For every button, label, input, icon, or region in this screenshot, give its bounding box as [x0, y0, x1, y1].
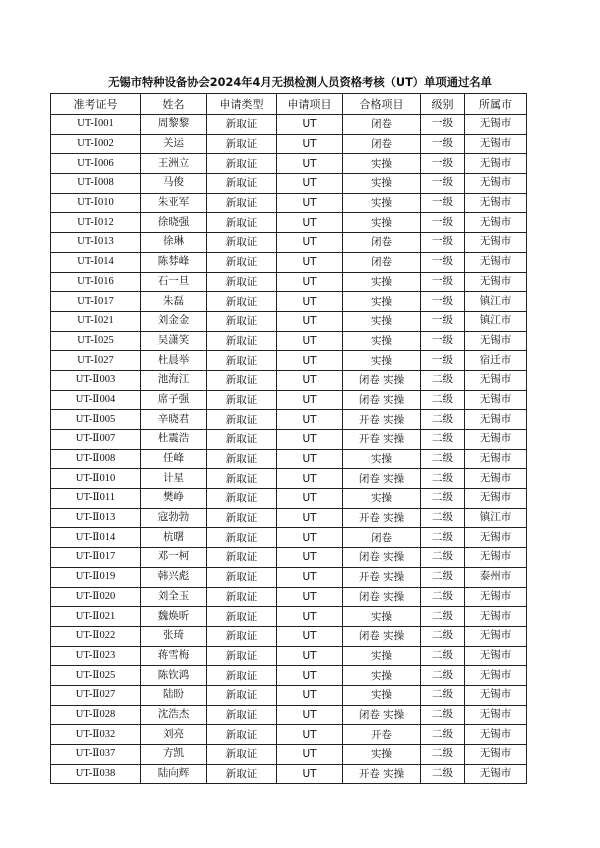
cell-name: 朱磊	[141, 292, 207, 312]
cell-exam-number: UT-Ⅱ007	[51, 430, 141, 450]
cell-passed-items: 开卷	[343, 725, 421, 745]
cell-passed-items: 实操	[343, 193, 421, 213]
cell-passed-items: 闭卷 实操	[343, 469, 421, 489]
cell-application-type: 新取证	[207, 213, 277, 233]
cell-application-type: 新取证	[207, 430, 277, 450]
cell-application-type: 新取证	[207, 390, 277, 410]
cell-passed-items: 实操	[343, 311, 421, 331]
cell-name: 魏焕昕	[141, 607, 207, 627]
cell-city: 无锡市	[465, 489, 527, 509]
cell-level: 一级	[421, 115, 465, 135]
cell-application-type: 新取证	[207, 252, 277, 272]
cell-city: 无锡市	[465, 528, 527, 548]
table-row	[51, 567, 527, 587]
table-row	[51, 331, 527, 351]
cell-passed-items: 闭卷 实操	[343, 626, 421, 646]
cell-level: 二级	[421, 489, 465, 509]
cell-city: 无锡市	[465, 745, 527, 765]
cell-passed-items: 实操	[343, 331, 421, 351]
cell-application-item: UT	[277, 134, 343, 154]
cell-passed-items: 实操	[343, 272, 421, 292]
cell-application-item: UT	[277, 174, 343, 194]
cell-exam-number: UT-Ⅱ017	[51, 548, 141, 568]
cell-level: 一级	[421, 134, 465, 154]
header-level: 级别	[421, 94, 465, 115]
pass-list-table	[50, 93, 527, 784]
cell-name: 计星	[141, 469, 207, 489]
cell-level: 二级	[421, 370, 465, 390]
cell-level: 一级	[421, 193, 465, 213]
cell-city: 镇江市	[465, 311, 527, 331]
cell-name: 徐晓强	[141, 213, 207, 233]
cell-exam-number: UT-Ⅰ002	[51, 134, 141, 154]
table-row	[51, 764, 527, 784]
cell-city: 无锡市	[465, 548, 527, 568]
cell-application-item: UT	[277, 233, 343, 253]
cell-name: 寇勃勃	[141, 508, 207, 528]
cell-level: 二级	[421, 449, 465, 469]
cell-application-item: UT	[277, 567, 343, 587]
cell-exam-number: UT-Ⅱ004	[51, 390, 141, 410]
cell-application-type: 新取证	[207, 115, 277, 135]
cell-exam-number: UT-Ⅱ038	[51, 764, 141, 784]
cell-name: 周黎黎	[141, 115, 207, 135]
cell-application-item: UT	[277, 311, 343, 331]
table-row	[51, 548, 527, 568]
cell-passed-items: 实操	[343, 489, 421, 509]
cell-application-item: UT	[277, 626, 343, 646]
cell-name: 辛晓君	[141, 410, 207, 430]
table-row	[51, 252, 527, 272]
cell-name: 刘金金	[141, 311, 207, 331]
cell-application-item: UT	[277, 154, 343, 174]
table-row	[51, 587, 527, 607]
cell-exam-number: UT-Ⅱ008	[51, 449, 141, 469]
cell-exam-number: UT-Ⅱ010	[51, 469, 141, 489]
cell-passed-items: 开卷 实操	[343, 764, 421, 784]
cell-passed-items: 实操	[343, 607, 421, 627]
cell-name: 刘亮	[141, 725, 207, 745]
cell-application-type: 新取证	[207, 666, 277, 686]
cell-level: 二级	[421, 508, 465, 528]
table-row	[51, 351, 527, 371]
table-row	[51, 685, 527, 705]
cell-level: 二级	[421, 626, 465, 646]
table-row	[51, 233, 527, 253]
cell-city: 无锡市	[465, 587, 527, 607]
cell-level: 二级	[421, 410, 465, 430]
cell-application-item: UT	[277, 272, 343, 292]
cell-level: 一级	[421, 154, 465, 174]
cell-application-type: 新取证	[207, 764, 277, 784]
cell-exam-number: UT-Ⅱ020	[51, 587, 141, 607]
cell-name: 方凯	[141, 745, 207, 765]
cell-application-type: 新取证	[207, 193, 277, 213]
cell-application-item: UT	[277, 646, 343, 666]
table-header-row	[51, 94, 527, 115]
cell-application-item: UT	[277, 351, 343, 371]
table-row	[51, 469, 527, 489]
cell-passed-items: 闭卷 实操	[343, 370, 421, 390]
cell-application-type: 新取证	[207, 626, 277, 646]
cell-application-type: 新取证	[207, 233, 277, 253]
cell-city: 无锡市	[465, 764, 527, 784]
cell-city: 无锡市	[465, 390, 527, 410]
cell-name: 张琦	[141, 626, 207, 646]
cell-level: 二级	[421, 666, 465, 686]
cell-level: 一级	[421, 233, 465, 253]
cell-passed-items: 闭卷	[343, 528, 421, 548]
cell-passed-items: 实操	[343, 292, 421, 312]
cell-application-type: 新取证	[207, 449, 277, 469]
cell-passed-items: 实操	[343, 351, 421, 371]
cell-application-type: 新取证	[207, 410, 277, 430]
table-row	[51, 528, 527, 548]
cell-application-item: UT	[277, 370, 343, 390]
cell-level: 二级	[421, 528, 465, 548]
header-city: 所属市	[465, 94, 527, 115]
cell-passed-items: 开卷 实操	[343, 430, 421, 450]
cell-city: 无锡市	[465, 193, 527, 213]
cell-name: 陆向辉	[141, 764, 207, 784]
cell-exam-number: UT-Ⅰ016	[51, 272, 141, 292]
cell-level: 一级	[421, 351, 465, 371]
cell-application-item: UT	[277, 508, 343, 528]
cell-application-item: UT	[277, 449, 343, 469]
table-row	[51, 311, 527, 331]
cell-passed-items: 开卷 实操	[343, 567, 421, 587]
cell-passed-items: 实操	[343, 449, 421, 469]
cell-application-type: 新取证	[207, 725, 277, 745]
cell-exam-number: UT-Ⅰ017	[51, 292, 141, 312]
cell-city: 泰州市	[465, 567, 527, 587]
cell-city: 无锡市	[465, 705, 527, 725]
cell-application-type: 新取证	[207, 528, 277, 548]
cell-level: 二级	[421, 646, 465, 666]
cell-exam-number: UT-Ⅰ021	[51, 311, 141, 331]
cell-level: 二级	[421, 764, 465, 784]
cell-level: 二级	[421, 705, 465, 725]
table-row	[51, 745, 527, 765]
cell-application-type: 新取证	[207, 548, 277, 568]
cell-name: 蒋雪梅	[141, 646, 207, 666]
cell-level: 二级	[421, 548, 465, 568]
cell-city: 无锡市	[465, 685, 527, 705]
cell-application-type: 新取证	[207, 508, 277, 528]
cell-name: 樊峥	[141, 489, 207, 509]
cell-application-item: UT	[277, 705, 343, 725]
cell-exam-number: UT-Ⅱ027	[51, 685, 141, 705]
cell-exam-number: UT-Ⅰ014	[51, 252, 141, 272]
cell-application-item: UT	[277, 469, 343, 489]
cell-application-item: UT	[277, 430, 343, 450]
cell-city: 无锡市	[465, 134, 527, 154]
cell-city: 无锡市	[465, 272, 527, 292]
cell-exam-number: UT-Ⅱ014	[51, 528, 141, 548]
cell-name: 席子强	[141, 390, 207, 410]
cell-level: 二级	[421, 607, 465, 627]
cell-application-item: UT	[277, 587, 343, 607]
header-exam-number: 准考证号	[51, 94, 141, 115]
cell-application-type: 新取证	[207, 174, 277, 194]
cell-application-item: UT	[277, 410, 343, 430]
cell-name: 杜震浩	[141, 430, 207, 450]
cell-city: 无锡市	[465, 626, 527, 646]
cell-city: 无锡市	[465, 469, 527, 489]
cell-passed-items: 实操	[343, 666, 421, 686]
document-title: 无锡市特种设备协会2024年4月无损检测人员资格考核（UT）单项通过名单	[108, 76, 492, 89]
cell-exam-number: UT-Ⅰ008	[51, 174, 141, 194]
table-row	[51, 607, 527, 627]
cell-name: 徐琳	[141, 233, 207, 253]
table-row	[51, 154, 527, 174]
cell-name: 沈浩杰	[141, 705, 207, 725]
cell-level: 二级	[421, 587, 465, 607]
cell-application-type: 新取证	[207, 351, 277, 371]
cell-name: 任峰	[141, 449, 207, 469]
cell-name: 杭曙	[141, 528, 207, 548]
table-row	[51, 292, 527, 312]
cell-city: 无锡市	[465, 331, 527, 351]
cell-name: 马俊	[141, 174, 207, 194]
cell-passed-items: 闭卷	[343, 233, 421, 253]
cell-exam-number: UT-Ⅱ019	[51, 567, 141, 587]
cell-city: 无锡市	[465, 725, 527, 745]
header-application-type: 申请类型	[207, 94, 277, 115]
table-row	[51, 626, 527, 646]
cell-exam-number: UT-Ⅱ011	[51, 489, 141, 509]
cell-application-type: 新取证	[207, 685, 277, 705]
cell-application-item: UT	[277, 292, 343, 312]
cell-passed-items: 实操	[343, 213, 421, 233]
cell-level: 一级	[421, 311, 465, 331]
cell-application-item: UT	[277, 390, 343, 410]
cell-exam-number: UT-Ⅱ022	[51, 626, 141, 646]
cell-application-item: UT	[277, 193, 343, 213]
table-row	[51, 646, 527, 666]
cell-city: 镇江市	[465, 292, 527, 312]
cell-application-type: 新取证	[207, 587, 277, 607]
cell-application-type: 新取证	[207, 705, 277, 725]
table-row	[51, 725, 527, 745]
cell-level: 一级	[421, 272, 465, 292]
cell-city: 无锡市	[465, 410, 527, 430]
header-application-item: 申请项目	[277, 94, 343, 115]
cell-exam-number: UT-Ⅱ032	[51, 725, 141, 745]
cell-name: 陈棼峰	[141, 252, 207, 272]
table-row	[51, 272, 527, 292]
cell-application-type: 新取证	[207, 646, 277, 666]
cell-city: 无锡市	[465, 233, 527, 253]
cell-level: 二级	[421, 430, 465, 450]
cell-level: 二级	[421, 390, 465, 410]
cell-name: 王洲立	[141, 154, 207, 174]
cell-exam-number: UT-Ⅰ010	[51, 193, 141, 213]
cell-application-item: UT	[277, 528, 343, 548]
cell-exam-number: UT-Ⅱ028	[51, 705, 141, 725]
cell-application-item: UT	[277, 489, 343, 509]
cell-passed-items: 闭卷	[343, 115, 421, 135]
cell-application-item: UT	[277, 607, 343, 627]
cell-exam-number: UT-Ⅰ001	[51, 115, 141, 135]
cell-application-item: UT	[277, 666, 343, 686]
table-row	[51, 370, 527, 390]
cell-name: 关运	[141, 134, 207, 154]
cell-exam-number: UT-Ⅰ025	[51, 331, 141, 351]
table-row	[51, 134, 527, 154]
cell-city: 无锡市	[465, 666, 527, 686]
cell-city: 无锡市	[465, 607, 527, 627]
cell-level: 二级	[421, 567, 465, 587]
cell-name: 杜晨举	[141, 351, 207, 371]
table-row	[51, 666, 527, 686]
table-row	[51, 193, 527, 213]
cell-name: 池海江	[141, 370, 207, 390]
cell-passed-items: 实操	[343, 154, 421, 174]
cell-exam-number: UT-Ⅱ013	[51, 508, 141, 528]
cell-passed-items: 实操	[343, 745, 421, 765]
cell-application-type: 新取证	[207, 489, 277, 509]
cell-name: 吴潇笑	[141, 331, 207, 351]
table-row	[51, 115, 527, 135]
table-row	[51, 390, 527, 410]
cell-level: 一级	[421, 174, 465, 194]
cell-passed-items: 闭卷 实操	[343, 390, 421, 410]
table-row	[51, 449, 527, 469]
cell-application-item: UT	[277, 115, 343, 135]
cell-passed-items: 闭卷 实操	[343, 587, 421, 607]
cell-name: 陆盼	[141, 685, 207, 705]
cell-city: 无锡市	[465, 430, 527, 450]
cell-application-item: UT	[277, 685, 343, 705]
cell-level: 一级	[421, 213, 465, 233]
cell-city: 无锡市	[465, 252, 527, 272]
cell-passed-items: 开卷 实操	[343, 410, 421, 430]
cell-level: 二级	[421, 469, 465, 489]
cell-application-item: UT	[277, 764, 343, 784]
cell-level: 一级	[421, 252, 465, 272]
cell-level: 二级	[421, 745, 465, 765]
cell-name: 朱亚军	[141, 193, 207, 213]
cell-exam-number: UT-Ⅱ025	[51, 666, 141, 686]
cell-application-type: 新取证	[207, 311, 277, 331]
cell-city: 镇江市	[465, 508, 527, 528]
cell-exam-number: UT-Ⅱ037	[51, 745, 141, 765]
cell-application-type: 新取证	[207, 370, 277, 390]
cell-application-item: UT	[277, 548, 343, 568]
cell-city: 无锡市	[465, 174, 527, 194]
cell-name: 刘全玉	[141, 587, 207, 607]
cell-city: 无锡市	[465, 646, 527, 666]
table-row	[51, 213, 527, 233]
cell-passed-items: 实操	[343, 174, 421, 194]
cell-city: 无锡市	[465, 370, 527, 390]
cell-application-type: 新取证	[207, 154, 277, 174]
cell-passed-items: 实操	[343, 646, 421, 666]
header-name: 姓名	[141, 94, 207, 115]
cell-passed-items: 开卷 实操	[343, 508, 421, 528]
cell-passed-items: 闭卷	[343, 134, 421, 154]
cell-application-type: 新取证	[207, 745, 277, 765]
table-body	[51, 115, 527, 784]
cell-exam-number: UT-Ⅱ005	[51, 410, 141, 430]
cell-application-item: UT	[277, 745, 343, 765]
cell-exam-number: UT-Ⅱ023	[51, 646, 141, 666]
cell-application-type: 新取证	[207, 331, 277, 351]
cell-city: 无锡市	[465, 213, 527, 233]
cell-application-item: UT	[277, 213, 343, 233]
cell-application-item: UT	[277, 725, 343, 745]
cell-level: 二级	[421, 725, 465, 745]
cell-application-type: 新取证	[207, 607, 277, 627]
cell-passed-items: 闭卷 实操	[343, 548, 421, 568]
cell-passed-items: 闭卷 实操	[343, 705, 421, 725]
cell-application-type: 新取证	[207, 134, 277, 154]
cell-level: 一级	[421, 292, 465, 312]
cell-passed-items: 闭卷	[343, 252, 421, 272]
cell-application-item: UT	[277, 331, 343, 351]
cell-city: 无锡市	[465, 154, 527, 174]
cell-passed-items: 实操	[343, 685, 421, 705]
cell-level: 一级	[421, 331, 465, 351]
cell-application-item: UT	[277, 252, 343, 272]
cell-name: 韩兴彪	[141, 567, 207, 587]
cell-application-type: 新取证	[207, 292, 277, 312]
cell-city: 无锡市	[465, 449, 527, 469]
table-row	[51, 174, 527, 194]
header-passed-items: 合格项目	[343, 94, 421, 115]
cell-city: 无锡市	[465, 115, 527, 135]
table-row	[51, 489, 527, 509]
cell-application-type: 新取证	[207, 469, 277, 489]
cell-level: 二级	[421, 685, 465, 705]
table-row	[51, 508, 527, 528]
cell-exam-number: UT-Ⅰ006	[51, 154, 141, 174]
cell-city: 宿迁市	[465, 351, 527, 371]
cell-application-type: 新取证	[207, 567, 277, 587]
cell-exam-number: UT-Ⅰ013	[51, 233, 141, 253]
cell-exam-number: UT-Ⅱ003	[51, 370, 141, 390]
cell-name: 邓一柯	[141, 548, 207, 568]
cell-name: 陈钦鸿	[141, 666, 207, 686]
cell-exam-number: UT-Ⅰ027	[51, 351, 141, 371]
cell-name: 石一旦	[141, 272, 207, 292]
table-row	[51, 705, 527, 725]
cell-exam-number: UT-Ⅰ012	[51, 213, 141, 233]
cell-exam-number: UT-Ⅱ021	[51, 607, 141, 627]
table-row	[51, 410, 527, 430]
table-row	[51, 430, 527, 450]
cell-application-type: 新取证	[207, 272, 277, 292]
